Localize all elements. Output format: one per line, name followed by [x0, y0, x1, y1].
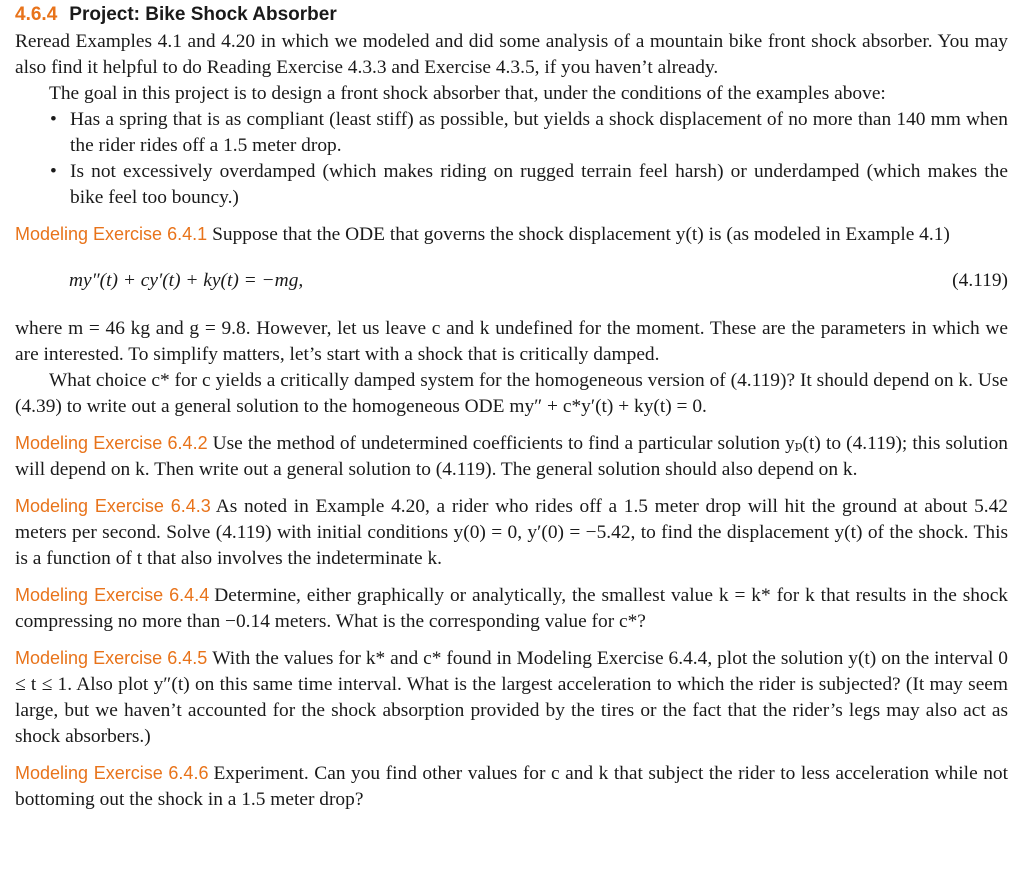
document-page [15, 0, 1008, 813]
exercise-text: With the values for k* and c* found in Modeling Exercise 6.4.4, plot the solution y(t) on the interval 0 ≤ t ≤ 1. Also plot y″(t) on this same time interval. What is the largest acceleration to which the rider is subjected? (It may seem large, but we haven’t accounted for the shock absorption provided by the tires or the fact that the rider’s legs may also act as shock absorbers.) [15, 648, 1008, 747]
exercise-6-4-2 [15, 430, 1008, 483]
exercise-label: Modeling Exercise 6.4.5 [15, 648, 208, 668]
critical-damping-paragraph: What choice c* for c yields a critically damped system for the homogeneous version of (4.119)? It should depend on k. Use (4.39) to write out a general solution to the homogeneous ODE my″ + c*y′(t) + ky(t) = 0. [15, 370, 1008, 417]
goal-item: • Is not excessively overdamped (which makes riding on rugged terrain feel harsh) or underdamped (which makes the bike feel too bouncy.) [70, 159, 1008, 211]
exercise-6-4-1 [15, 221, 1008, 248]
equation-number: (4.119) [952, 270, 1008, 291]
goal-paragraph: The goal in this project is to design a front shock absorber that, under the conditions of the examples above: [49, 83, 886, 104]
exercise-6-4-4 [15, 582, 1008, 635]
exercise-label: Modeling Exercise 6.4.3 [15, 496, 211, 516]
exercise-label: Modeling Exercise 6.4.4 [15, 585, 210, 605]
equation-expression: my″(t) + cy′(t) + ky(t) = −mg, [69, 270, 304, 291]
exercise-text: Determine, either graphically or analytically, the smallest value k = k* for k that results in the shock compressing no more than −0.14 meters. What is the corresponding value for c*? [15, 585, 1008, 632]
goal-list [15, 107, 1008, 211]
exercise-text: Use the method of undetermined coefficients to find a particular solution yₚ(t) to (4.119); this solution will depend on k. Then write out a general solution to (4.119). The general solution should also depend on k. [15, 433, 1009, 480]
section-number: 4.6.4 [15, 4, 58, 25]
exercise-label: Modeling Exercise 6.4.1 [15, 224, 208, 244]
exercise-text: As noted in Example 4.20, a rider who rides off a 1.5 meter drop will hit the ground at about 5.42 meters per second. Solve (4.119) with initial conditions y(0) = 0, y′(0) = −5.42, to find the displacement y(t) of the shock. This is a function of t that also involves the indeterminate k. [15, 496, 1008, 569]
exercise-label: Modeling Exercise 6.4.2 [15, 433, 208, 453]
section-heading [15, 3, 1008, 29]
goal-item: • Has a spring that is as compliant (least stiff) as possible, but yields a shock displacement of no more than 140 mm when the rider rides off a 1.5 meter drop. [70, 107, 1008, 159]
equation-row [15, 268, 1008, 294]
exercise-label: Modeling Exercise 6.4.6 [15, 763, 209, 783]
exercise-text: Suppose that the ODE that governs the shock displacement y(t) is (as modeled in Example 4.1) [212, 224, 950, 245]
intro-paragraph: Reread Examples 4.1 and 4.20 in which we modeled and did some analysis of a mountain bike front shock absorber. You may also find it helpful to do Reading Exercise 4.3.3 and Exercise 4.3.5, if you haven’t already. [15, 31, 1008, 78]
exercise-6-4-6 [15, 760, 1008, 813]
section-title: Project: Bike Shock Absorber [69, 4, 337, 25]
exercise-6-4-3 [15, 493, 1008, 572]
parameters-paragraph: where m = 46 kg and g = 9.8. However, let us leave c and k undefined for the moment. These are the parameters in which we are interested. To simplify matters, let’s start with a shock that is critically damped. [15, 318, 1008, 365]
exercise-6-4-5 [15, 645, 1008, 750]
exercise-text: Experiment. Can you find other values for c and k that subject the rider to less acceleration while not bottoming out the shock in a 1.5 meter drop? [15, 763, 1008, 810]
